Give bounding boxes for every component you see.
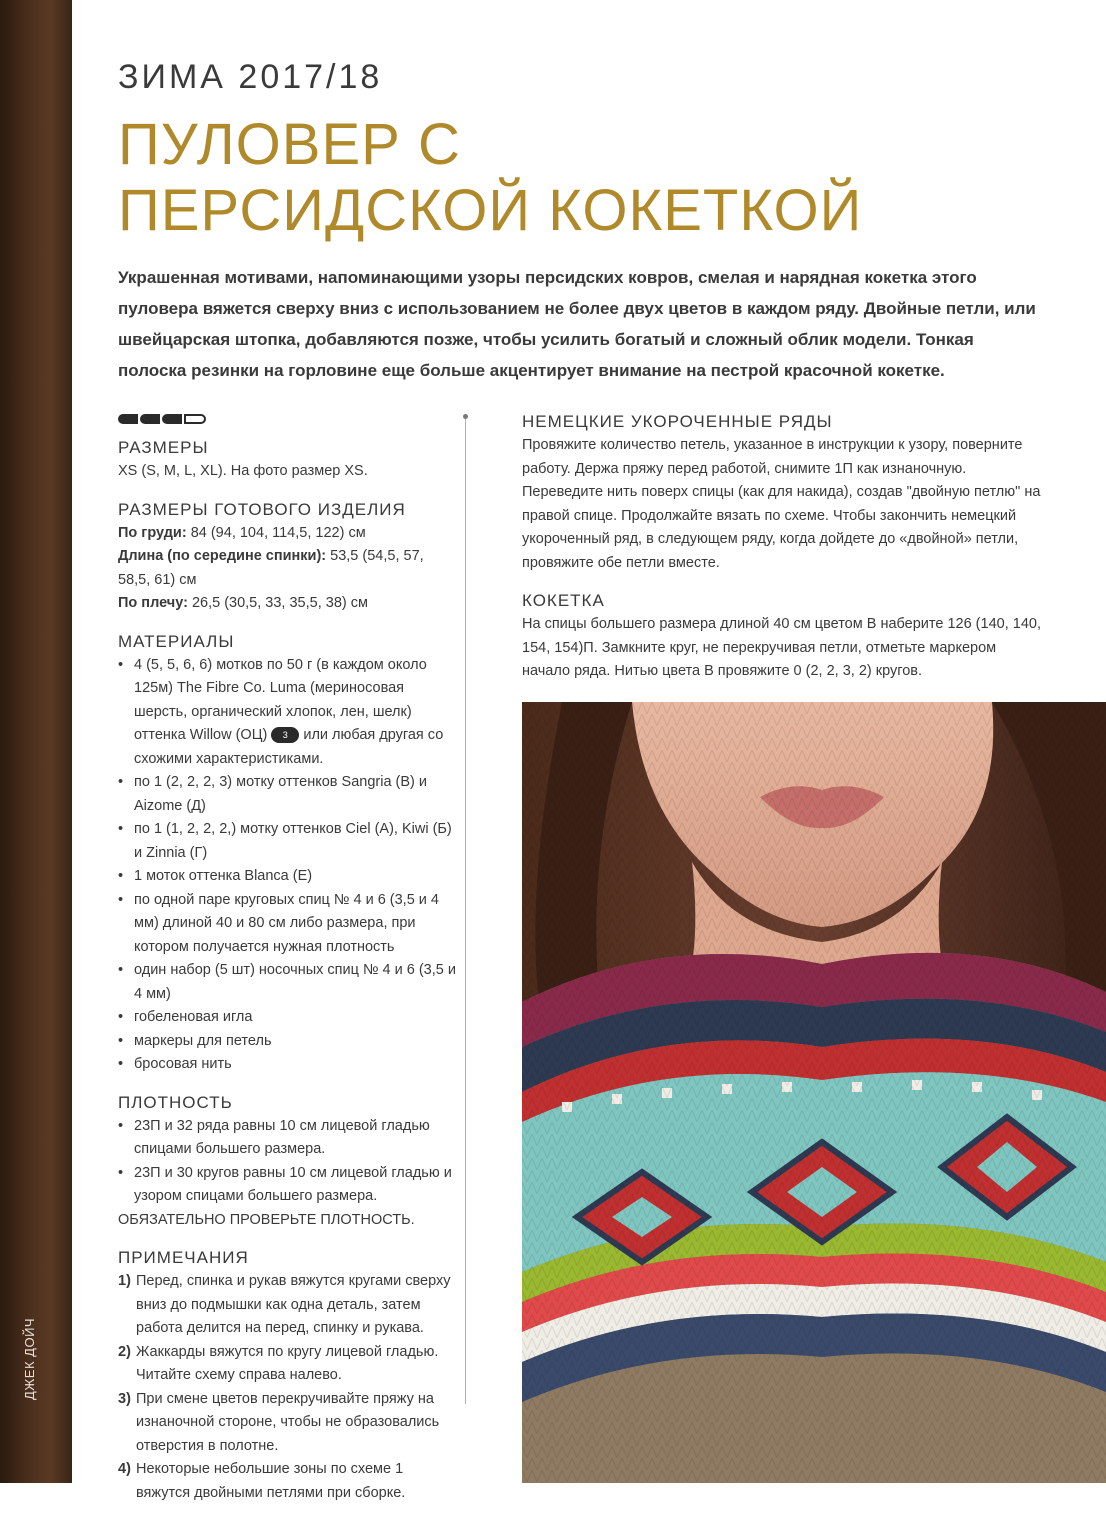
sweater-photo xyxy=(522,702,1106,1483)
list-item: 3) При смене цветов перекручивайте пряжу на изнаночной стороне, чтобы не образовались отверстия в полотне. xyxy=(118,1390,440,1454)
materials-section xyxy=(118,630,458,1077)
yoke-section xyxy=(522,589,1042,684)
short-rows-heading: НЕМЕЦКИЕ УКОРОЧЕННЫЕ РЯДЫ xyxy=(522,412,833,431)
yoke-text: На спицы большего размера длиной 40 см цветом В наберите 126 (140, 140, 154, 154)П. Замкните круг, не перекручивая петли, отметьте маркером начало ряда. Нитью цвета В провяжите 0 (2, 2, 3, 2) кругов. xyxy=(522,616,1041,679)
finished-measurements-section xyxy=(118,498,458,616)
issue-season: ЗИМА 2017/18 xyxy=(118,58,383,96)
list-item: • один набор (5 шт) носочных спиц № 4 и 6 (3,5 и 4 мм) xyxy=(118,959,458,1006)
measurement-row: Длина (по середине спинки): 53,5 (54,5, 57, 58,5, 61) см xyxy=(118,548,424,588)
sizes-heading: РАЗМЕРЫ xyxy=(118,438,209,457)
list-item: 4) Некоторые небольшие зоны по схеме 1 вяжутся двойными петлями при сборке. xyxy=(118,1461,406,1501)
right-column xyxy=(522,410,1042,698)
yarn-weight-icon: 3 xyxy=(271,727,299,743)
difficulty-indicator xyxy=(118,414,206,424)
photo-credit: ДЖЕК ДОЙЧ xyxy=(22,1317,37,1400)
list-item: • бросовая нить xyxy=(118,1053,458,1077)
materials-list xyxy=(118,654,458,1077)
left-column xyxy=(118,436,458,1519)
page-spine-photo-strip xyxy=(0,0,72,1483)
sizes-text: XS (S, M, L, XL). На фото размер XS. xyxy=(118,463,368,479)
gauge-note: ОБЯЗАТЕЛЬНО ПРОВЕРЬТЕ ПЛОТНОСТЬ. xyxy=(118,1211,415,1228)
short-rows-text: Провяжите количество петель, указанное в инструкции к узору, поверните работу. Держа пряжу перед работой, снимите 1П как изнаночную. Переведите нить поверх спицы (как для накида), создав "двойную петлю" на правой спице. Продолжайте вязать по схеме. Чтобы закончить немецкий укороченный ряд, в следующем ряду, когда дойдете до «двойной» петли, провяжите обе петли вместе. xyxy=(522,437,1041,571)
short-rows-section xyxy=(522,410,1042,575)
list-item: 2) Жаккарды вяжутся по кругу лицевой гладью. Читайте схему справа налево. xyxy=(118,1343,439,1383)
list-item: • 4 (5, 5, 6, 6) мотков по 50 г (в каждом около 125м) The Fibre Co. Luma (мериносовая шерсть, органический хлопок, лен, шелк) оттенка Willow (ОЦ) 3 или любая другая со схожими характеристиками. xyxy=(118,654,458,772)
list-item: • 1 моток оттенка Blanca (Е) xyxy=(118,865,458,889)
measurement-row: По плечу: 26,5 (30,5, 33, 35,5, 38) см xyxy=(118,595,368,611)
list-item: • гобеленовая игла xyxy=(118,1006,458,1030)
list-item: • 23П и 32 ряда равны 10 см лицевой гладью спицами большего размера. xyxy=(118,1115,458,1162)
gauge-heading: ПЛОТНОСТЬ xyxy=(118,1092,233,1112)
page-title: ПУЛОВЕР С ПЕРСИДСКОЙ КОКЕТКОЙ xyxy=(118,112,863,243)
intro-paragraph: Украшенная мотивами, напоминающими узоры персидских ковров, смелая и нарядная кокетка этого пуловера вяжется сверху вниз с использованием не более двух цветов в каждом ряду. Двойные петли, или швейцарская штопка, добавляются позже, чтобы усилить богатый и сложный облик модели. Тонкая полоска резинки на горловине еще больше акцентирует внимание на пестрой красочной кокетке. xyxy=(118,268,1036,380)
notes-list xyxy=(118,1270,458,1505)
gauge-section xyxy=(118,1091,458,1233)
sizes-section xyxy=(118,436,458,484)
list-item: • по 1 (1, 2, 2, 2,) мотку оттенков Ciel (А), Kiwi (Б) и Zinnia (Г) xyxy=(118,818,458,865)
finished-heading: РАЗМЕРЫ ГОТОВОГО ИЗДЕЛИЯ xyxy=(118,499,406,519)
column-divider xyxy=(465,414,466,1404)
list-item: • 23П и 30 кругов равны 10 см лицевой гладью и узором спицами большего размера. xyxy=(118,1162,458,1209)
measurement-row: По груди: 84 (94, 104, 114,5, 122) см xyxy=(118,524,366,541)
list-item: • по 1 (2, 2, 2, 3) мотку оттенков Sangria (В) и Aizome (Д) xyxy=(118,771,458,818)
gauge-list xyxy=(118,1115,458,1209)
notes-heading: ПРИМЕЧАНИЯ xyxy=(118,1248,249,1267)
notes-section xyxy=(118,1246,458,1505)
list-item: • по одной паре круговых спиц № 4 и 6 (3,5 и 4 мм) длиной 40 и 80 см либо размера, при котором получается нужная плотность xyxy=(118,889,458,960)
list-item: 1) Перед, спинка и рукав вяжутся кругами сверху вниз до подмышки как одна деталь, затем работа делится на перед, спинку и рукава. xyxy=(118,1273,451,1336)
yoke-heading: КОКЕТКА xyxy=(522,591,605,610)
materials-heading: МАТЕРИАЛЫ xyxy=(118,631,235,651)
list-item: • маркеры для петель xyxy=(118,1030,458,1054)
